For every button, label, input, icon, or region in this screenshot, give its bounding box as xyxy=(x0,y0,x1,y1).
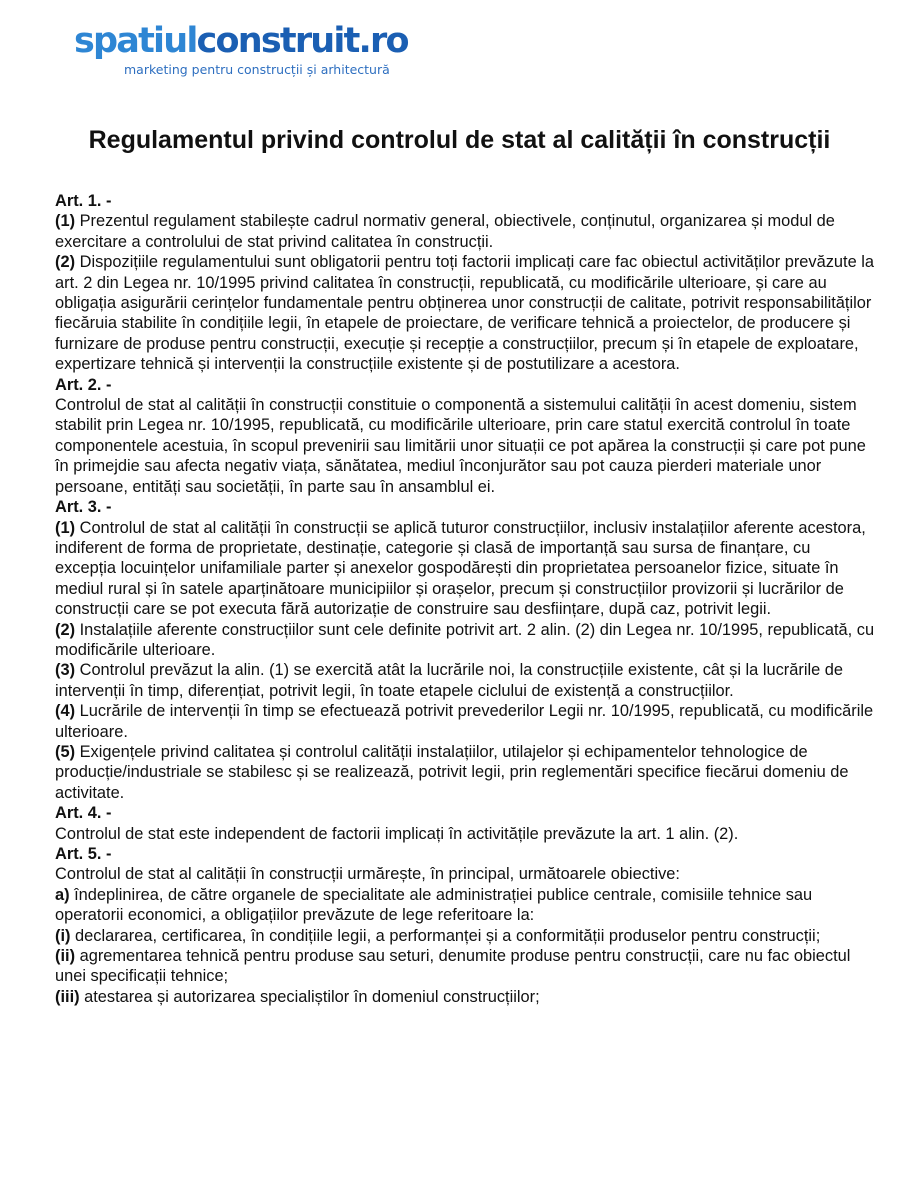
document-title: Regulamentul privind controlul de stat al calității în construcții xyxy=(88,126,831,154)
paragraph-text: Instalațiile aferente construcțiilor sunt cele definite potrivit art. 2 alin. (2) din Legea nr. 10/1995, republicată, cu modificările ulterioare. xyxy=(55,620,875,659)
article-heading: Art. 3. - xyxy=(55,498,112,517)
paragraph-text: Lucrările de intervenții în timp se efectuează potrivit prevederilor Legii nr. 10/1995, republicată, cu modificările ulterioare. xyxy=(55,702,874,741)
article-paragraph xyxy=(55,926,875,946)
paragraph-label: (5) xyxy=(55,742,76,761)
logo-part-1: spatiul xyxy=(74,21,197,61)
paragraph-text: atestarea și autorizarea specialiștilor în domeniul construcțiilor; xyxy=(79,987,540,1006)
paragraph-text: Dispozițiile regulamentului sunt obligatorii pentru toți factorii implicați care fac obiectul activităților prevăzute la art. 2 din Legea nr. 10/1995 privind calitatea în construcții, republicată, cu modificările ulterioare, și care au obligația asigurării cerințelor fundamentale pentru obținerea unor construcții de calitate, potrivit responsabilităților fiecăruia stabilite în condițiile legii, în etapele de proiectare, de verificare tehnică a proiectelor, de producere și furnizare de produse pentru construcții, execuție și recepție a construcțiilor, precum și în etapele de exploatare, expertizare tehnică și intervenții la construcțiile existente și de postutilizare a acestora. xyxy=(55,253,875,374)
logo-part-2: construit.ro xyxy=(196,21,408,61)
paragraph-text: Controlul de stat al calității în construcții constituie o componentă a sistemului calității în acest domeniu, sistem stabilit prin Legea nr. 10/1995, republicată, cu modificările ulterioare, prin care statul exercită controlul în toate componentele acestuia, în scopul prevenirii sau limitării unor situații ce pot apărea la construcții și care pot pune în primejdie sau afecta negativ viața, sănătatea, mediul înconjurător sau pot cauza pierderi materiale unor persoane, entități sau societății, în parte sau în ansamblul ei. xyxy=(55,396,866,496)
logo-tagline: marketing pentru construcții și arhitectură xyxy=(124,62,390,77)
paragraph-label: (4) xyxy=(55,702,76,721)
logo-wordmark xyxy=(74,20,408,62)
article-paragraph xyxy=(55,824,875,844)
paragraph-label: a) xyxy=(55,885,70,904)
paragraph-text: Prezentul regulament stabilește cadrul normativ general, obiectivele, conținutul, organizarea și modul de exercitare a controlului de stat privind calitatea în construcții. xyxy=(55,212,835,251)
article-paragraph xyxy=(55,885,875,926)
paragraph-label: (ii) xyxy=(55,947,76,966)
article-heading: Art. 1. - xyxy=(55,192,112,210)
paragraph-label: (2) xyxy=(55,253,76,272)
article-heading: Art. 4. - xyxy=(55,804,112,823)
paragraph-label: (3) xyxy=(55,661,76,680)
article-paragraph xyxy=(55,987,875,1007)
paragraph-text: Controlul de stat al calității în construcții urmărește, în principal, următoarele obiective: xyxy=(55,865,680,884)
article-paragraph xyxy=(55,742,875,803)
article-paragraph xyxy=(55,518,875,620)
paragraph-text: Controlul prevăzut la alin. (1) se exercită atât la lucrările noi, la construcțiile existente, cât și la lucrările de intervenții în timp, diferențiat, potrivit legii, în toate etapele ciclului de existență a construcțiilor. xyxy=(55,661,844,700)
document-body xyxy=(55,191,875,1007)
paragraph-label: (1) xyxy=(55,212,76,231)
paragraph-label: (1) xyxy=(55,518,76,537)
paragraph-text: agrementarea tehnică pentru produse sau seturi, denumite produse pentru construcții, care nu fac obiectul unei specificații tehnice; xyxy=(55,947,851,986)
paragraph-label: (iii) xyxy=(55,987,80,1006)
site-logo[interactable] xyxy=(74,20,408,78)
paragraph-text: Controlul de stat este independent de factorii implicați în activitățile prevăzute la art. 1 alin. (2). xyxy=(55,824,739,843)
article-paragraph xyxy=(55,211,875,252)
paragraph-label: (i) xyxy=(55,926,71,945)
article-paragraph xyxy=(55,864,875,884)
paragraph-text: Exigențele privind calitatea și controlul calității instalațiilor, utilajelor și echipamentelor tehnologice de producție/industriale se stabilesc și se realizează, potrivit legii, prin reglementări specifice fiecărui domeniu de activitate. xyxy=(55,742,849,802)
article-heading: Art. 2. - xyxy=(55,375,112,394)
article-paragraph xyxy=(55,620,875,661)
article-paragraph xyxy=(55,946,875,987)
paragraph-label: (2) xyxy=(55,620,76,639)
paragraph-text: declararea, certificarea, în condițiile legii, a performanței și a conformității produselor pentru construcții; xyxy=(70,926,821,945)
article-paragraph xyxy=(55,395,875,497)
paragraph-text: îndeplinirea, de către organele de specialitate ale administrației publice centrale, comisiile tehnice sau operatorii economici, a obligațiilor prevăzute de lege referitoare la: xyxy=(55,885,813,925)
article-paragraph xyxy=(55,701,875,742)
article-paragraph xyxy=(55,660,875,701)
paragraph-text: Controlul de stat al calității în construcții se aplică tuturor construcțiilor, inclusiv instalațiilor aferente acestora, indiferent de forma de proprietate, destinație, categorie și clasă de importanță sau sursa de finanțare, cu excepția locuințelor unifamiliale parter și anexelor gospodărești din proprietatea persoanelor fizice, situate în mediul rural și în satele aparținătoare municipiilor și orașelor, precum și construcțiilor provizorii și lucrărilor de construcții care se pot executa fără autorizație de construire sau desființare, după caz, potrivit legii. xyxy=(55,518,866,619)
article-heading: Art. 5. - xyxy=(55,845,112,863)
article-paragraph xyxy=(55,252,875,374)
